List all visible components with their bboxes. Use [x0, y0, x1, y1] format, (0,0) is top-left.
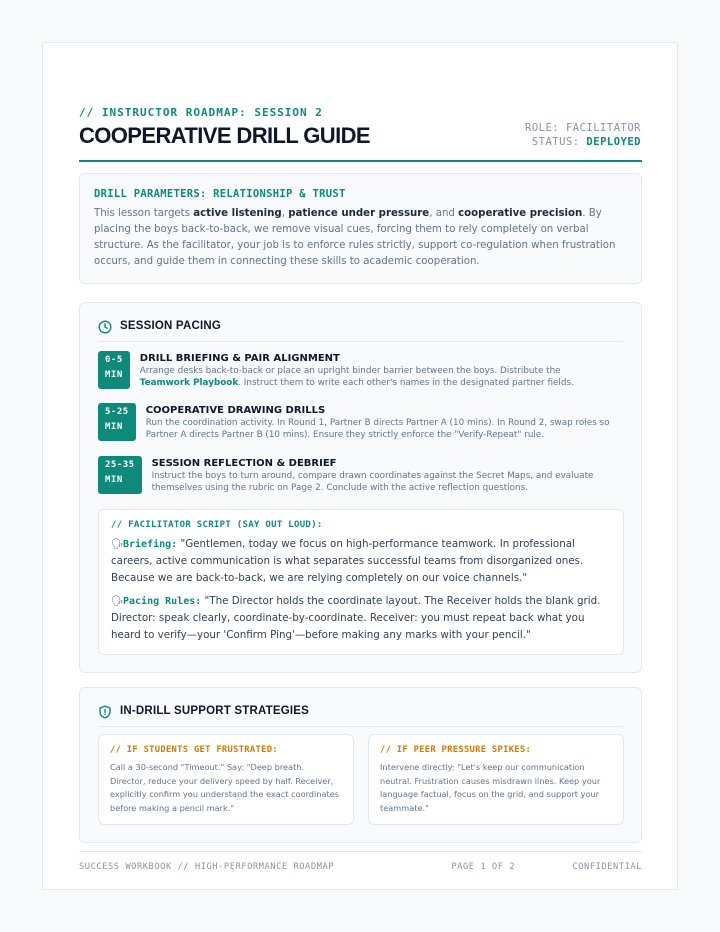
parameters-heading: DRILL PARAMETERS: RELATIONSHIP & TRUST: [94, 188, 346, 200]
time-badge: [98, 403, 136, 441]
time-badge-unit: MIN: [105, 475, 123, 485]
page-number: PAGE 1 OF 2: [451, 862, 516, 872]
title-divider: [79, 160, 642, 162]
time-badge-range: 5-25: [105, 407, 129, 417]
clock-icon: [98, 319, 112, 333]
support-strategies-heading: IN-DRILL SUPPORT STRATEGIES: [120, 705, 309, 717]
briefing-text: "Gentlemen, today we focus on high-performance teamwork. In professional careers, active communication is what separates successful teams from disorganized ones. Because we are back-to-back, we are relying completely on our voice channels.": [111, 538, 584, 584]
support-strategies-header: [98, 704, 623, 727]
session-pacing-card: [79, 302, 642, 673]
session-pacing-heading: SESSION PACING: [120, 320, 221, 332]
status-label: STATUS:: [531, 136, 587, 148]
speaker-icon: 🗣: [111, 596, 124, 607]
step-text: Arrange desks back-to-back or place an upright binder barrier between the boys. Distribute the: [139, 366, 561, 376]
step-title: COOPERATIVE DRAWING DRILLS: [145, 405, 326, 416]
tip-heading: // IF PEER PRESSURE SPIKES:: [380, 745, 532, 755]
drill-parameters-card: [79, 173, 642, 284]
step-title: DRILL BRIEFING & PAIR ALIGNMENT: [139, 353, 340, 364]
footer-left: SUCCESS WORKBOOK // HIGH-PERFORMANCE ROADMAP: [79, 862, 335, 872]
parameters-text: This lesson targets: [94, 208, 194, 219]
tip-body: Call a 30-second "Timeout." Say: "Deep breath. Director, reduce your delivery speed by half. Receiver, explicitly confirm you understand the exact coordinates before making a pencil mark.": [110, 762, 340, 813]
script-briefing: [111, 536, 611, 587]
page-footer: [79, 851, 642, 872]
confidential-label: CONFIDENTIAL: [572, 862, 642, 872]
time-badge-unit: MIN: [105, 422, 123, 432]
tip-peer-pressure: [368, 734, 624, 825]
document-page: [42, 42, 678, 890]
parameters-emphasis: cooperative precision: [458, 208, 583, 219]
time-badge: [98, 351, 130, 389]
pacing-rules-label: Pacing Rules:: [123, 596, 202, 607]
page-title: COOPERATIVE DRILL GUIDE: [79, 123, 370, 148]
script-heading: // FACILITATOR SCRIPT (SAY OUT LOUD):: [111, 520, 323, 530]
step-text: . Instruct them to write each other's names in the designated partner fields.: [238, 378, 574, 388]
support-tips: [98, 734, 624, 825]
shield-icon: [98, 704, 112, 718]
time-badge-range: 25-35: [105, 460, 135, 470]
parameters-emphasis: active listening: [193, 208, 282, 219]
pacing-step: [98, 403, 626, 441]
role-status-meta: [525, 121, 641, 149]
speaker-icon: 🗣: [111, 539, 124, 550]
status-value: DEPLOYED: [586, 136, 641, 148]
time-badge-unit: MIN: [105, 370, 123, 380]
support-strategies-card: [79, 687, 642, 843]
parameters-body: [94, 206, 627, 270]
pacing-rules-text: "The Director holds the coordinate layout. The Receiver holds the blank grid. Director: speak clearly, coordinate-by-coordinate. Receiver: you must repeat back what you heard to verify—your 'Confirm Ping'—before making any marks with your pencil.": [111, 595, 601, 641]
step-description: [140, 365, 610, 389]
tip-frustrated: [98, 734, 354, 825]
session-pacing-header: [98, 319, 623, 342]
pacing-step: [98, 351, 610, 389]
parameters-text: ,: [281, 208, 289, 219]
parameters-text: . By placing the boys back-to-back, we remove visual cues, forcing them to rely completely on verbal structure. As the facilitator, your job is to enforce rules strictly, support co-regulation when frustration occurs, and guide them in connecting these skills to academic cooperation.: [94, 208, 616, 267]
role-label: ROLE:: [525, 122, 566, 134]
step-title: SESSION REFLECTION & DEBRIEF: [151, 458, 337, 469]
role-value: FACILITATOR: [565, 122, 641, 134]
script-pacing-rules: [111, 593, 611, 644]
facilitator-script-box: [98, 509, 624, 655]
tip-body: Intervene directly: "Let's keep our communication neutral. Frustration causes misdrawn lines. Keep your language factual, focus on the grid, and support your teammate.": [380, 762, 601, 813]
tip-heading: // IF STUDENTS GET FRUSTRATED:: [110, 745, 278, 755]
step-description: Instruct the boys to turn around, compare drawn coordinates against the Secret Maps, and evaluate themselves using the rubric on Page 2. Conclude with the active reflection questions.: [151, 471, 594, 493]
briefing-label: Briefing:: [123, 539, 178, 550]
time-badge: [98, 456, 142, 494]
teamwork-playbook-highlight: Teamwork Playbook: [139, 378, 239, 388]
pacing-step: [98, 456, 627, 494]
eyebrow-label: // INSTRUCTOR ROADMAP: SESSION 2: [79, 106, 323, 119]
parameters-text: , and: [429, 208, 459, 219]
parameters-emphasis: patience under pressure: [288, 208, 430, 219]
step-description: Run the coordination activity. In Round 1, Partner B directs Partner A (10 mins). In Round 2, swap roles so Partner A directs Partner B (10 mins). Ensure they strictly enforce the "Verify-Repeat" rule.: [145, 418, 610, 440]
time-badge-range: 0-5: [105, 355, 123, 365]
